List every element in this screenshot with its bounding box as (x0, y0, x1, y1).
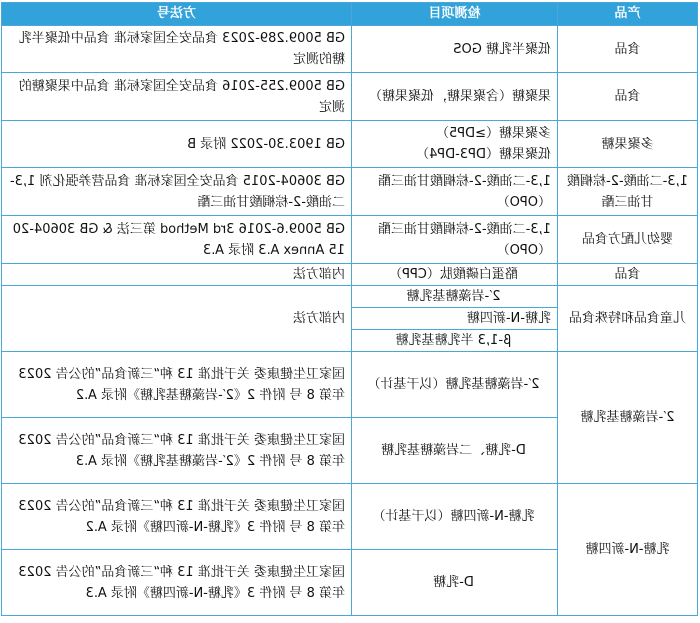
cell-item: 乳糖-N-新四糖 (352, 308, 558, 330)
header-product: 产品 (558, 3, 698, 26)
cell-item: 1,3-二油酸-2-棕榈酸甘油三酯（OPO） (352, 168, 558, 216)
cell-product: 食品 (558, 73, 698, 121)
cell-method: GB 5009.6-2016 3rd Method 第三法 & GB 30604-2015 Annex A.3 附录 A.3 (2, 216, 352, 264)
cell-method: GB 30604-2015 食品安全国家标准 食品营养强化剂 1,3-二油酸-2-棕榈酸甘油三酯 (2, 168, 352, 216)
cell-method: GB 5009.255-2016 食品安全国家标准 食品中果聚糖的测定 (2, 73, 352, 121)
cell-product: 多聚果糖 (558, 121, 698, 168)
testing-methods-table (1, 2, 698, 616)
cell-item: 多聚果糖（≥DP5） 低聚果糖（DP3-DP4） (352, 121, 558, 168)
cell-method: 国家卫生健康委 关于批准 13 种“三新食品”的公告 2023 年第 8 号 附件 3《乳糖-N-新四糖》附录 A.2 (2, 484, 352, 550)
header-method: 方法号 (2, 3, 352, 26)
cell-method: 国家卫生健康委 关于批准 13 种“三新食品”的公告 2023 年第 8 号 附件 2《2′-岩藻糖基乳糖》附录 A.3 (2, 418, 352, 484)
cell-product: 食品 (558, 26, 698, 73)
cell-item: 乳糖-N-新四糖（以干基计） (352, 484, 558, 550)
table-row (2, 73, 698, 121)
cell-product: 婴幼儿配方食品 (558, 216, 698, 264)
cell-product: 食品 (558, 264, 698, 286)
cell-product: 1,3-二油酸-2-棕榈酸甘油三酯 (558, 168, 698, 216)
table-row (2, 286, 698, 308)
cell-method: GB 1903.30-2022 附录 B (2, 121, 352, 168)
table-row (2, 26, 698, 73)
cell-product: 乳糖-N-新四糖 (558, 484, 698, 616)
cell-item: 低聚半乳糖 GOS (352, 26, 558, 73)
cell-product: 儿童食品和特殊食品 (558, 286, 698, 352)
cell-item: 2′-岩藻糖基乳糖 (352, 286, 558, 308)
cell-item: 果聚糖（含聚果糖，低聚果糖） (352, 73, 558, 121)
cell-item: D-乳糖、二岩藻糖基乳糖 (352, 418, 558, 484)
cell-item: β-1,3 半乳糖基乳糖 (352, 330, 558, 352)
cell-item: D-乳糖 (352, 550, 558, 616)
page (0, 2, 700, 623)
cell-method: GB 5009.289-2023 食品安全国家标准 食品中低聚半乳糖的测定 (2, 26, 352, 73)
header-row (2, 3, 698, 26)
header-item: 检测项目 (352, 3, 558, 26)
cell-item: 酪蛋白磷酸肽（CPP） (352, 264, 558, 286)
table-row (2, 352, 698, 418)
cell-method: 国家卫生健康委 关于批准 13 种“三新食品”的公告 2023 年第 8 号 附件 3《乳糖-N-新四糖》附录 A.3 (2, 550, 352, 616)
table-row (2, 264, 698, 286)
table-row (2, 121, 698, 168)
table-row (2, 168, 698, 216)
cell-method: 内部方法 (2, 286, 352, 352)
cell-item: 1,3-二油酸-2-棕榈酸甘油三酯（OPO） (352, 216, 558, 264)
cell-method: 国家卫生健康委 关于批准 13 种“三新食品”的公告 2023 年第 8 号 附件 2《2′-岩藻糖基乳糖》附录 A.2 (2, 352, 352, 418)
table-row (2, 484, 698, 550)
cell-item: 2′-岩藻糖基乳糖（以干基计） (352, 352, 558, 418)
table-row (2, 216, 698, 264)
cell-product: 2′-岩藻糖基乳糖 (558, 352, 698, 484)
cell-method: 内部方法 (2, 264, 352, 286)
